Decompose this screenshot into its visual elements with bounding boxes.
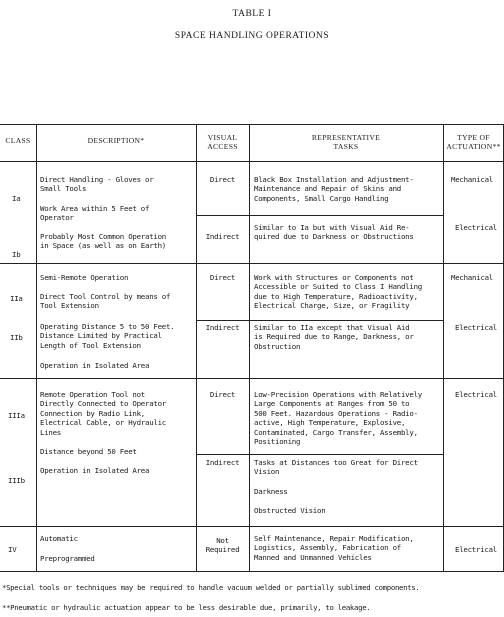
header-visual-access: VISUAL ACCESS bbox=[207, 133, 238, 152]
task-iiib-2: Darkness bbox=[254, 487, 288, 496]
col-rule-4 bbox=[443, 124, 444, 572]
desc-ii-1: Semi-Remote Operation bbox=[40, 273, 129, 282]
desc-iii-2: Distance beyond 50 Feet bbox=[40, 447, 137, 456]
act-iv: Electrical bbox=[455, 545, 497, 554]
space-handling-table bbox=[0, 124, 504, 572]
desc-i-2: Work Area within 5 Feet of Operator bbox=[40, 204, 150, 223]
rule-sub1 bbox=[196, 215, 443, 216]
class-iiia: IIIa bbox=[8, 411, 25, 420]
desc-iii-3: Operation in Isolated Area bbox=[40, 466, 150, 475]
table-title: SPACE HANDLING OPERATIONS bbox=[174, 31, 330, 41]
header-actuation: TYPE OF ACTUATION** bbox=[446, 133, 501, 152]
rule-sub2 bbox=[196, 320, 443, 321]
task-iiib-1: Tasks at Distances too Great for Direct Vision bbox=[254, 458, 418, 477]
access-iiib: Indirect bbox=[205, 458, 240, 467]
access-iia: Direct bbox=[209, 273, 236, 282]
col-rule-3 bbox=[249, 124, 250, 572]
rule-header bbox=[0, 161, 504, 162]
col-rule-1 bbox=[36, 124, 37, 572]
access-iib: Indirect bbox=[205, 323, 240, 332]
rule-row1 bbox=[0, 263, 504, 264]
rule-row2 bbox=[0, 378, 504, 379]
class-ia: Ia bbox=[12, 194, 21, 203]
task-iiib-3: Obstructed Vision bbox=[254, 506, 326, 515]
access-ib: Indirect bbox=[205, 232, 240, 241]
table-number: TABLE I bbox=[232, 9, 272, 19]
task-iia: Work with Structures or Components not Accessible or Suited to Class I Handling due to High Temperature, Radioactivity, Electrical Charge, Size, or Fragility bbox=[254, 273, 422, 311]
desc-ii-3: Operating Distance 5 to 50 Feet. Distance Limited by Practical Length of Tool Extension bbox=[40, 322, 175, 350]
footnote-2: **Pneumatic or hydraulic actuation appear to be less desirable due, primarily, to leakage. bbox=[2, 603, 371, 612]
desc-iii-1: Remote Operation Tool not Directly Connected to Operator Connection by Radio Link, Electrical Cable, or Hydraulic Lines bbox=[40, 390, 166, 437]
desc-iv-2: Preprogrammed bbox=[40, 554, 95, 563]
task-ia: Black Box Installation and Adjustment- Maintenance and Repair of Skins and Components, Small Cargo Handling bbox=[254, 175, 414, 203]
desc-i-3: Probably Most Common Operation in Space (as well as on Earth) bbox=[40, 232, 166, 251]
header-description: DESCRIPTION* bbox=[87, 136, 145, 145]
header-tasks: REPRESENTATIVE TASKS bbox=[311, 133, 381, 152]
task-ib: Similar to Ia but with Visual Aid Re- quired due to Darkness or Obstructions bbox=[254, 223, 414, 242]
header-class: CLASS bbox=[5, 136, 31, 145]
rule-bottom bbox=[0, 571, 504, 572]
act-ib: Electrical bbox=[455, 223, 497, 232]
rule-top bbox=[0, 124, 504, 125]
class-iib: IIb bbox=[10, 333, 23, 342]
footnote-1: *Special tools or techniques may be required to handle vacuum welded or partially sublimed components. bbox=[2, 583, 420, 592]
act-iia: Mechanical bbox=[451, 273, 493, 282]
act-iib: Electrical bbox=[455, 323, 497, 332]
desc-ii-4: Operation in Isolated Area bbox=[40, 361, 150, 370]
class-iv: IV bbox=[8, 545, 17, 554]
class-iia: IIa bbox=[10, 294, 23, 303]
col-rule-2 bbox=[196, 124, 197, 572]
rule-sub3 bbox=[196, 454, 443, 455]
access-iv: Not Required bbox=[205, 536, 240, 555]
act-ia: Mechanical bbox=[451, 175, 493, 184]
access-ia: Direct bbox=[209, 175, 236, 184]
desc-i-1: Direct Handling - Gloves or Small Tools bbox=[40, 175, 154, 194]
desc-iv-1: Automatic bbox=[40, 534, 78, 543]
task-iib: Similar to IIa except that Visual Aid is Required due to Range, Darkness, or Obstruction bbox=[254, 323, 414, 351]
class-ib: Ib bbox=[12, 250, 21, 259]
rule-row3 bbox=[0, 526, 504, 527]
class-iiib: IIIb bbox=[8, 476, 25, 485]
task-iv: Self Maintenance, Repair Modification, Logistics, Assembly, Fabrication of Manned and Unmanned Vehicles bbox=[254, 534, 414, 562]
act-iiia: Electrical bbox=[455, 390, 497, 399]
desc-ii-2: Direct Tool Control by means of Tool Extension bbox=[40, 292, 171, 311]
access-iiia: Direct bbox=[209, 390, 236, 399]
task-iiia: Low-Precision Operations with Relatively Large Components at Ranges from 50 to 500 Feet. Hazardous Operations - Radio- active, High Temperature, Explosive, Contaminated, Cargo Transfer, Assembly, Positioning bbox=[254, 390, 422, 447]
